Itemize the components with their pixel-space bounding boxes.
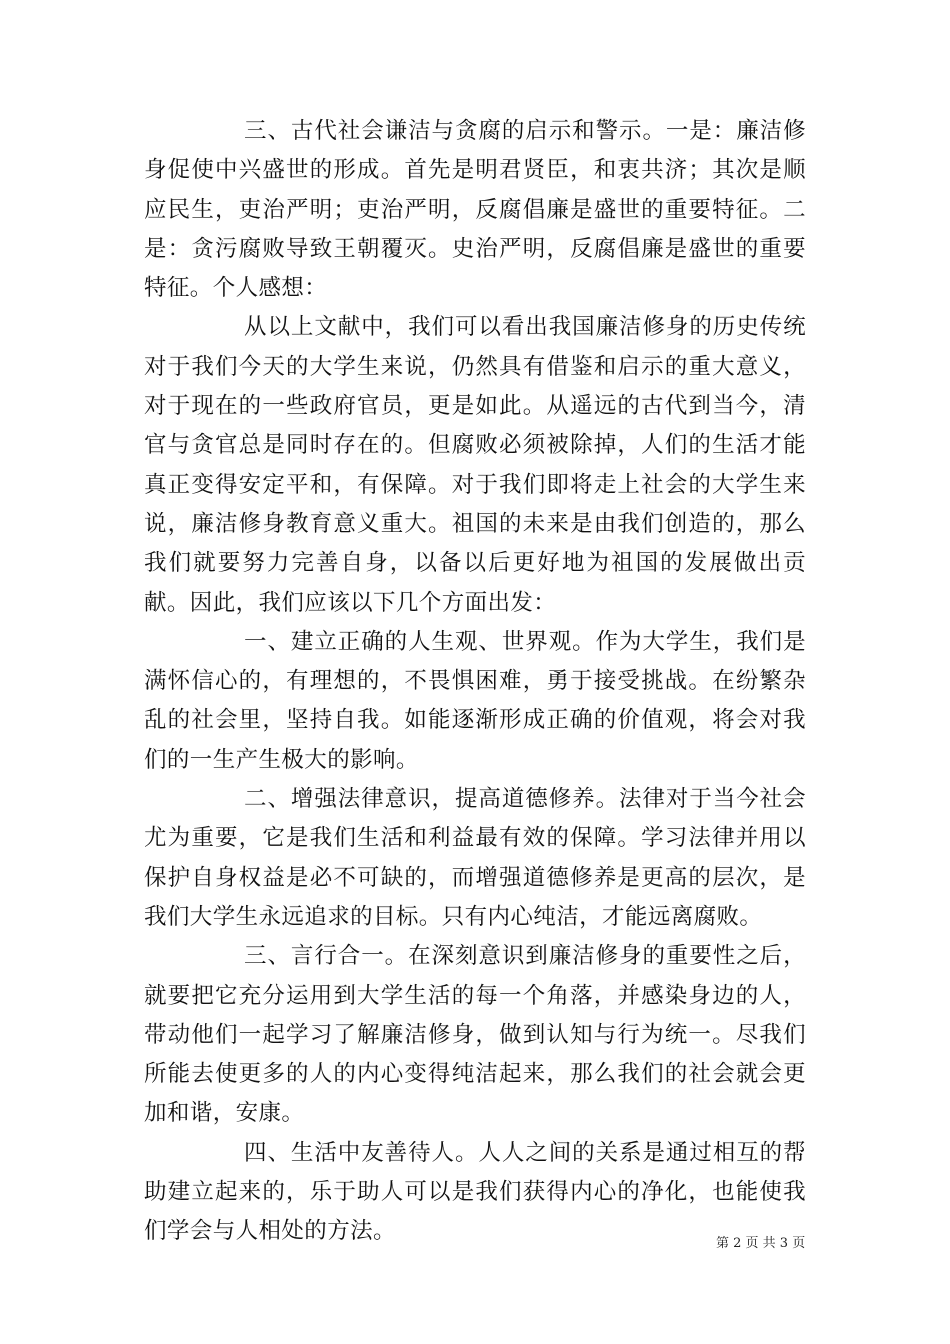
paragraph-ancient-lessons: 三、古代社会谦洁与贪腐的启示和警示。一是：廉洁修身促使中兴盛世的形成。首先是明君贤臣，和衷共济；其次是顺应民生，吏治严明；吏治严明，反腐倡廉是盛世的重要特征。二是：贪污腐败导致王朝覆灭。史治严明，反腐倡廉是盛世的重要特征。个人感想： — [144, 118, 806, 302]
paragraph-point-four: 四、生活中友善待人。人人之间的关系是通过相互的帮助建立起来的，乐于助人可以是我们获得内心的净化，也能使我们学会与人相处的方法。 — [144, 1139, 806, 1245]
document-body — [144, 112, 806, 1252]
paragraph-personal-reflection: 从以上文献中，我们可以看出我国廉洁修身的历史传统对于我们今天的大学生来说，仍然具有借鉴和启示的重大意义，对于现在的一些政府官员，更是如此。从遥远的古代到当今，清官与贪官总是同时存在的。但腐败必须被除掉，人们的生活才能真正变得安定平和，有保障。对于我们即将走上社会的大学生来说，廉洁修身教育意义重大。祖国的未来是由我们创造的，那么我们就要努力完善自身，以备以后更好地为祖国的发展做出贡献。因此，我们应该以下几个方面出发： — [144, 314, 806, 616]
paragraph-point-two: 二、增强法律意识，提高道德修养。法律对于当今社会尤为重要，它是我们生活和利益最有效的保障。学习法律并用以保护自身权益是必不可缺的，而增强道德修养是更高的层次，是我们大学生永远追求的目标。只有内心纯洁，才能远离腐败。 — [144, 786, 806, 930]
page-number-footer: 第 2 页 共 3 页 — [716, 1236, 806, 1251]
paragraph-point-one: 一、建立正确的人生观、世界观。作为大学生，我们是满怀信心的，有理想的，不畏惧困难，勇于接受挑战。在纷繁杂乱的社会里，坚持自我。如能逐渐形成正确的价值观，将会对我们的一生产生极大的影响。 — [144, 628, 806, 773]
paragraph-point-three: 三、言行合一。在深刻意识到廉洁修身的重要性之后，就要把它充分运用到大学生活的每一个角落，并感染身边的人，带动他们一起学习了解廉洁修身，做到认知与行为统一。尽我们所能去使更多的人的内心变得纯洁起来，那么我们的社会就会更加和谐，安康。 — [144, 943, 806, 1127]
